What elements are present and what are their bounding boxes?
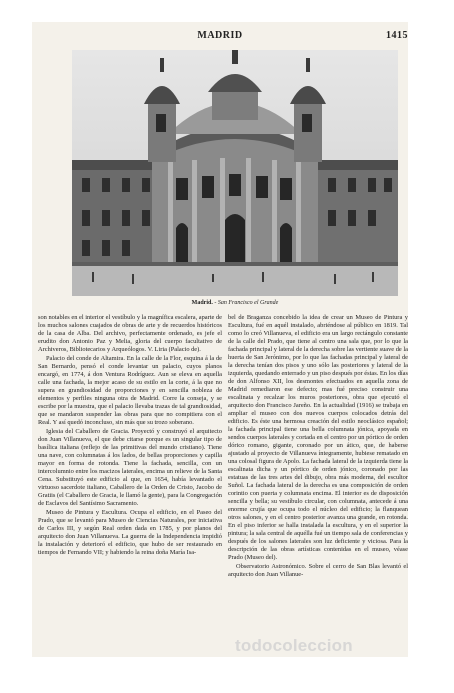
right-text-column	[228, 314, 408, 580]
caption-place: Madrid.	[191, 300, 213, 306]
paragraph: bel de Braganza concebido la idea de crear un Museo de Pintura y Escultura, fué en aquél instalado, abriéndose al público en 1819. Tal como lo creó Villanueva, el edificio era un largo rectángulo constante de la calle del Prado, que tiene al centro una sala que, por lo que la fachada principal y lateral de la derecha sobre las vertiente suave de la huerta de San Jerónimo, por lo que las fachadas principal y lateral de la derecha tenían dos pisos y uno sólo las posteriores y lateral de la izquierda, quedando enterrado y un piso después por éstas. En los días de don Alfonso XII, los desmontes efectuados en aquella zona de Madrid remediaron ese defecto; mas fué preciso construir una escalinata y recalzar los muros posteriores, obra que ejecutó el arquitecto don Francisco Jareño. En la actualidad (1916) se trabaja en ampliar el museo con dos nuevos cuerpos colocados detrás del edificio. Es éste una hermosa creación del estilo neoclásico español; la fachada principal tiene una bella columnata jónica, apoyada en sendos cuerpos laterales y cortada en el centro por un pórtico de orden dórico romano, gigante, coronado por un ático, que, de haberse ajustado al proyecto de Villanueva íntegramente, hubiese rematado en una colosal figura de Apolo. La fachada lateral de la izquierda tiene la escalinata dicha y un pórtico de orden jónico, coronado por las estatuas de las tres artes del dibujo, obra más moderna, del escultor Suñol. La fachada lateral de la derecha es una composición de orden corintio con puerta y columnata encima. El interior es de disposición sencilla y bella; su vestíbulo circular, con columnata, antecede á una enorme crujía que ocupa todo el núcleo del edificio; la flanquean otros salones, y en el centro posterior avanza una grande, en rotonda. En el piso inferior se halla instalada la escultura, y en el superior la pintura; la sala central de aquélla fué un tiempo sala de conferencias y después de los salones laterales son luz deficiente y viciosa. Para la descripción de las obras artísticas contenidas en el museo, véase Prado (Museo del).	[228, 314, 408, 561]
church-illustration	[72, 50, 398, 296]
paragraph: Iglesia del Caballero de Gracia. Proyectó y construyó el arquitecto don Juan Villanueva, el que debe citarse porque es un singular tipo de basílica italiana (reflejo de las primitivas del mundo cristiano). Tiene una nave, con columnatas á los lados, de bellas proporciones y capilla mayor en forma de rotonda. Tiene la fachada, sencilla, con un intercolumnio entre los macizos laterales, encima un relieve de la Santa Cena. Substituyó este edificio al que, en 1654, había levantado el virtuoso sacerdote italiano, Caballero de la Orden de Cristo, Jacobo de Gratiis (el Caballero de Gracia, le llamó la gente), para la Congregación de Esclavos del Santísimo Sacramento.	[38, 428, 223, 507]
page-number: 1415	[386, 30, 408, 41]
figure-caption	[72, 300, 398, 306]
running-title: MADRID	[197, 30, 243, 41]
paragraph: son notables en el interior el vestíbulo y la magnífica escalera, aparte de los muchos salones cuajados de obras de arte y de recuerdos históricos de la casa de Alba. Del archivo, perfectamente ordenado, es jefe el erudito don Antonio Paz y Melia, gloria del cuerpo facultativo de Archiveros, Bibliotecarios y Arqueólogos. V. Liria (Palacio de).	[38, 314, 223, 353]
paragraph: Museo de Pintura y Escultura. Ocupa el edificio, en el Paseo del Prado, que se levantó para Museo de Ciencias Naturales, por iniciativa de Carlos III, y según Real orden dada en 1785, y por planos del arquitecto don Juan Villanueva. La guerra de la Independencia impidió la instalación y deterioró el edificio, que hubo de ser restaurado en tiempos de Fernando VII; y habiendo la reina doña María Isa-	[38, 509, 222, 556]
left-text-column	[38, 314, 222, 558]
paragraph: Observatorio Astronómico. Sobre el cerro de San Blas levantó el arquitecto don Juan Villanue-	[228, 563, 408, 578]
running-header	[32, 30, 408, 44]
church-photograph	[72, 50, 398, 296]
caption-rest: - San Francisco el Grande	[212, 300, 279, 306]
book-page	[32, 22, 408, 657]
watermark: todocoleccion	[235, 636, 353, 655]
paragraph: Palacio del conde de Altamira. En la calle de la Flor, esquina á la de San Bernardo, pensó el conde levantar un palacio, cuyos planos encargó, en 1774, á don Ventura Rodríguez. Aun se eleva en aquella calle una fachada, la mejor acaso de su estilo en la corte, á la que no supera en grandiosidad de proporciones y en sencilla nobleza de elementos y perfiles ninguna otra de Madrid. Corre la conseja, y se escribe por la muestra, que el palacio llevaba trazas de tal grandiosidad, que se mandaron suspender las obras para que no compitiera con el Real. Y así quedó inconcluso, sin más que su trozo soberano.	[38, 355, 222, 426]
